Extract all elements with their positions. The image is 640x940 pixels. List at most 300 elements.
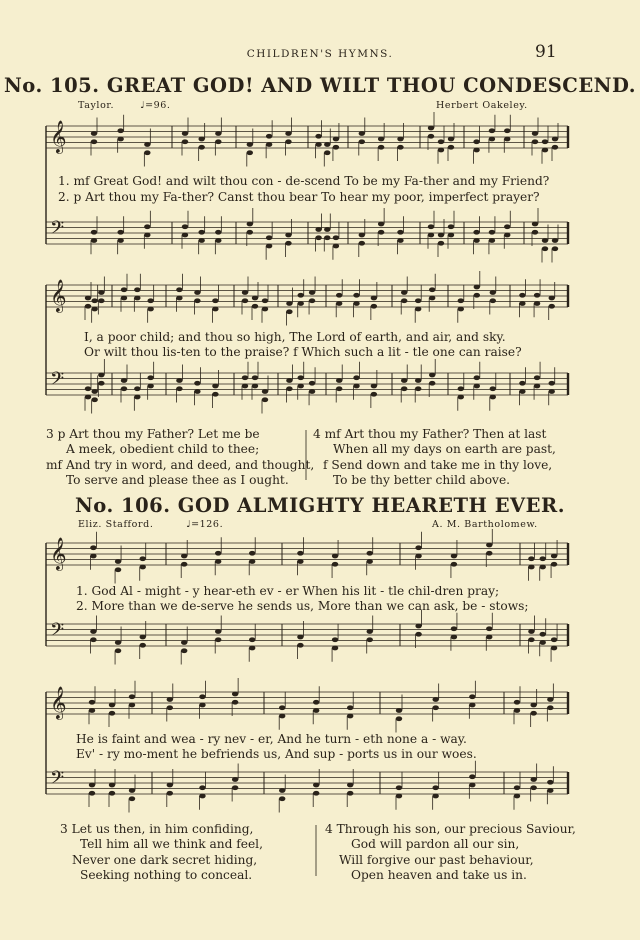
note-head [182,139,188,144]
note-head [371,392,377,397]
note-head [504,224,510,229]
note-head [504,233,510,238]
note-head [134,386,140,391]
note-head [371,304,377,309]
note-head [428,224,434,229]
note-head [215,637,221,642]
note-head [353,301,359,306]
note-head [540,632,546,637]
note-head [247,230,253,235]
note-head [378,230,384,235]
note-head [504,137,510,142]
bass-clef: 𝄢 [50,369,65,394]
note-head [428,126,434,131]
note-head [115,640,121,645]
verse-line: A meek, obedient child to thee; [66,442,260,457]
note-head [367,637,373,642]
note-head [285,241,291,246]
verse-line: mf And try in word, and deed, and thought, [46,457,315,472]
note-head [324,142,330,147]
note-head [458,298,464,303]
note-head [89,708,95,713]
note-head [514,785,520,790]
note-head [396,708,402,713]
note-head [252,304,258,309]
note-head [144,224,150,229]
note-head [552,137,558,142]
verse-line: 4 mf Art thou my Father? Then at last [313,427,547,441]
hymn-105-title: No. 105. GREAT GOD! AND WILT THOU CONDESCEND. [3,74,637,97]
note-head [129,796,135,801]
note-head [458,395,464,400]
note-head [547,697,553,702]
note-head [98,290,104,295]
note-head [266,134,272,139]
note-head [199,794,205,799]
note-head [528,565,534,570]
note-head [297,643,303,648]
note-head [121,296,127,301]
note-head [429,287,435,292]
note-head [167,791,173,796]
note-head [297,551,303,556]
note-head [297,635,303,640]
note-head [415,545,421,550]
note-head [474,375,480,380]
note-head [249,646,255,651]
note-head [367,551,373,556]
note-head [215,629,221,634]
note-head [286,309,292,314]
note-head [542,238,548,243]
note-head [147,298,153,303]
note-head [212,392,218,397]
hymn-106-verse-4 [325,822,576,883]
note-head [530,703,536,708]
verse-line: Open heaven and take us in. [351,867,527,882]
note-head [91,307,97,312]
note-head [530,785,536,790]
verse-line: To serve and please thee as I ought. [66,472,289,487]
note-head [144,142,150,147]
note-head [198,145,204,150]
note-head [504,128,510,133]
note-head [432,794,438,799]
note-head [286,386,292,391]
note-head [85,296,91,301]
note-head [117,137,123,142]
note-head [298,301,304,306]
note-head [215,131,221,136]
note-head [85,386,91,391]
treble-clef: 𝄞 [50,279,67,312]
note-head [429,381,435,386]
note-head [90,629,96,634]
note-head [144,233,150,238]
note-head [367,559,373,564]
note-head [242,298,248,303]
note-head [109,711,115,716]
note-head [194,298,200,303]
verse-line: God will pardon all our sin, [351,837,520,852]
note-head [514,794,520,799]
note-head [140,643,146,648]
note-head [109,703,115,708]
note-head [309,381,315,386]
note-head [176,296,182,301]
note-head [91,230,97,235]
note-head [514,700,520,705]
note-head [212,307,218,312]
hymn-105-composer: Herbert Oakeley. [436,100,528,111]
note-head [519,389,525,394]
note-head [530,777,536,782]
note-head [540,556,546,561]
hymn-105-author: Taylor. [78,100,115,111]
note-head [552,238,558,243]
note-head [117,128,123,133]
note-head [194,290,200,295]
note-head [489,230,495,235]
note-head [91,238,97,243]
hymn-106-lyric-line-2: 2. More than we de-serve he sends us, More than we can ask, be - stows; [76,599,529,613]
note-head [551,554,557,559]
note-head [448,224,454,229]
note-head [182,131,188,136]
note-head [249,637,255,642]
note-head [336,293,342,298]
note-head [490,290,496,295]
hymn-105-verse-3 [46,427,314,488]
note-head [90,554,96,559]
note-head [89,700,95,705]
note-head [176,386,182,391]
note-head [262,307,268,312]
note-head [486,543,492,548]
note-head [232,785,238,790]
note-head [396,785,402,790]
note-head [249,551,255,556]
note-head [115,648,121,653]
note-head [332,646,338,651]
hymn-106-verse-3 [60,822,263,883]
note-head [176,378,182,383]
note-head [309,290,315,295]
note-head [129,703,135,708]
note-head [85,304,91,309]
note-head [91,397,97,402]
note-head [91,298,97,303]
note-head [182,233,188,238]
note-head [359,241,365,246]
note-head [396,716,402,721]
hymn-105-lyric-line-4: Or wilt thou lis-ten to the praise? f Which such a lit - tle one can raise? [84,345,522,359]
note-head [359,139,365,144]
note-head [438,233,444,238]
note-head [198,137,204,142]
note-head [262,389,268,394]
note-head [140,565,146,570]
note-head [247,142,253,147]
note-head [90,545,96,550]
note-head [129,694,135,699]
note-head [266,235,272,240]
note-head [469,703,475,708]
note-head [401,298,407,303]
note-head [109,791,115,796]
note-head [262,298,268,303]
note-head [540,565,546,570]
note-head [378,222,384,227]
verse-line: 4 Through his son, our precious Saviour, [325,822,576,836]
running-title: CHILDREN'S HYMNS. [246,48,394,60]
note-head [551,562,557,567]
note-head [315,227,321,232]
note-head [315,134,321,139]
hymn-105-verse-4 [313,427,556,488]
verse-line: To be thy better child above. [333,472,511,487]
verse-line: Seeking nothing to conceal. [80,867,253,882]
note-head [129,788,135,793]
note-head [333,235,339,240]
note-head [401,386,407,391]
note-head [285,233,291,238]
note-head [378,137,384,142]
note-head [333,145,339,150]
verse-line: When all my days on earth are past, [333,442,556,457]
note-head [109,783,115,788]
note-head [532,230,538,235]
note-head [242,384,248,389]
note-head [212,384,218,389]
note-head [279,705,285,710]
hymn-105-lyric-line-3: I, a poor child; and thou so high, The Lord of earth, and air, and sky. [84,330,506,344]
note-head [347,705,353,710]
note-head [451,554,457,559]
note-head [540,640,546,645]
note-head [215,230,221,235]
note-head [324,235,330,240]
note-head [489,128,495,133]
note-head [198,230,204,235]
note-head [451,626,457,631]
note-head [371,296,377,301]
hymn-106-composer: A. M. Bartholomew. [432,519,538,530]
note-head [415,632,421,637]
note-head [519,301,525,306]
verse-line: 3 p Art thou my Father? Let me be [46,427,260,441]
note-head [532,139,538,144]
note-head [181,648,187,653]
note-head [121,287,127,292]
treble-clef: 𝄞 [50,537,67,570]
note-head [438,148,444,153]
bass-clef: 𝄢 [50,218,65,243]
note-head [247,150,253,155]
note-head [199,785,205,790]
note-head [519,381,525,386]
note-head [121,386,127,391]
note-head [549,389,555,394]
note-head [474,293,480,298]
note-head [333,244,339,249]
note-head [140,635,146,640]
hymn-106-title: No. 106. GOD ALMIGHTY HEARETH EVER. [74,494,566,517]
note-head [286,301,292,306]
note-head [313,708,319,713]
note-head [469,694,475,699]
note-head [199,694,205,699]
note-head [486,626,492,631]
bass-clef: 𝄢 [50,768,65,793]
note-head [89,791,95,796]
note-head [432,697,438,702]
note-head [549,381,555,386]
verse-line: f Send down and take me in thy love, [323,457,553,472]
note-head [313,700,319,705]
note-head [432,705,438,710]
note-head [332,554,338,559]
note-head [182,224,188,229]
note-head [309,298,315,303]
note-head [98,298,104,303]
note-head [438,139,444,144]
note-head [89,783,95,788]
note-head [134,395,140,400]
note-head [332,562,338,567]
note-head [181,640,187,645]
hymn-105-lyric-line-2: 2. p Art thou my Fa-ther? Canst thou bear To hear my poor, imperfect prayer? [58,190,540,204]
note-head [333,137,339,142]
note-head [347,783,353,788]
verse-line: Will forgive our past behaviour, [339,852,534,867]
verse-line: 3 Let us then, in him confiding, [60,822,254,836]
note-head [115,559,121,564]
note-head [121,378,127,383]
verse-line: Never one dark secret hiding, [72,852,258,867]
note-head [336,301,342,306]
note-head [542,148,548,153]
note-head [397,238,403,243]
note-head [215,139,221,144]
note-head [252,296,258,301]
note-head [315,235,321,240]
note-head [448,233,454,238]
note-head [353,293,359,298]
hymn-105-tempo: ♩=96. [140,100,171,111]
note-head [489,238,495,243]
note-head [534,384,540,389]
note-head [432,785,438,790]
note-head [298,384,304,389]
note-head [397,137,403,142]
note-head [552,246,558,251]
treble-clef: 𝄞 [50,120,67,153]
note-head [176,287,182,292]
note-head [415,378,421,383]
note-head [232,692,238,697]
note-head [490,386,496,391]
note-head [347,791,353,796]
note-head [473,238,479,243]
note-head [181,554,187,559]
note-head [313,791,319,796]
note-head [266,244,272,249]
note-head [199,703,205,708]
note-head [247,222,253,227]
note-head [324,227,330,232]
note-head [279,714,285,719]
note-head [528,637,534,642]
note-head [181,562,187,567]
page-number: 91 [535,42,557,62]
note-head [549,304,555,309]
note-head [232,777,238,782]
hymn-106-author: Eliz. Stafford. [78,519,154,530]
note-head [332,637,338,642]
note-head [262,397,268,402]
note-head [215,551,221,556]
note-head [415,298,421,303]
note-head [85,395,91,400]
note-head [415,386,421,391]
note-head [451,562,457,567]
note-head [198,238,204,243]
note-head [134,296,140,301]
note-head [298,293,304,298]
note-head [534,375,540,380]
treble-clef: 𝄞 [50,686,67,719]
note-head [134,287,140,292]
note-head [415,307,421,312]
note-head [252,384,258,389]
note-head [401,290,407,295]
note-head [486,551,492,556]
note-head [549,296,555,301]
note-head [547,705,553,710]
note-head [428,233,434,238]
note-head [552,145,558,150]
note-head [194,381,200,386]
note-head [534,301,540,306]
note-head [528,629,534,634]
note-head [147,375,153,380]
note-head [359,233,365,238]
note-head [519,293,525,298]
note-head [547,780,553,785]
note-head [542,139,548,144]
note-head [313,783,319,788]
note-head [474,285,480,290]
note-head [242,375,248,380]
note-head [397,230,403,235]
note-head [298,375,304,380]
note-head [324,150,330,155]
bass-clef: 𝄢 [50,620,65,645]
note-head [353,384,359,389]
note-head [371,384,377,389]
note-head [448,137,454,142]
note-head [530,711,536,716]
note-head [232,700,238,705]
note-head [474,384,480,389]
note-head [266,142,272,147]
note-head [252,375,258,380]
note-head [532,131,538,136]
hymn-106-lyric-line-4: Ev' - ry mo-ment he befriends us, And sup - ports us in our woes. [76,747,477,761]
note-head [147,384,153,389]
note-head [242,290,248,295]
